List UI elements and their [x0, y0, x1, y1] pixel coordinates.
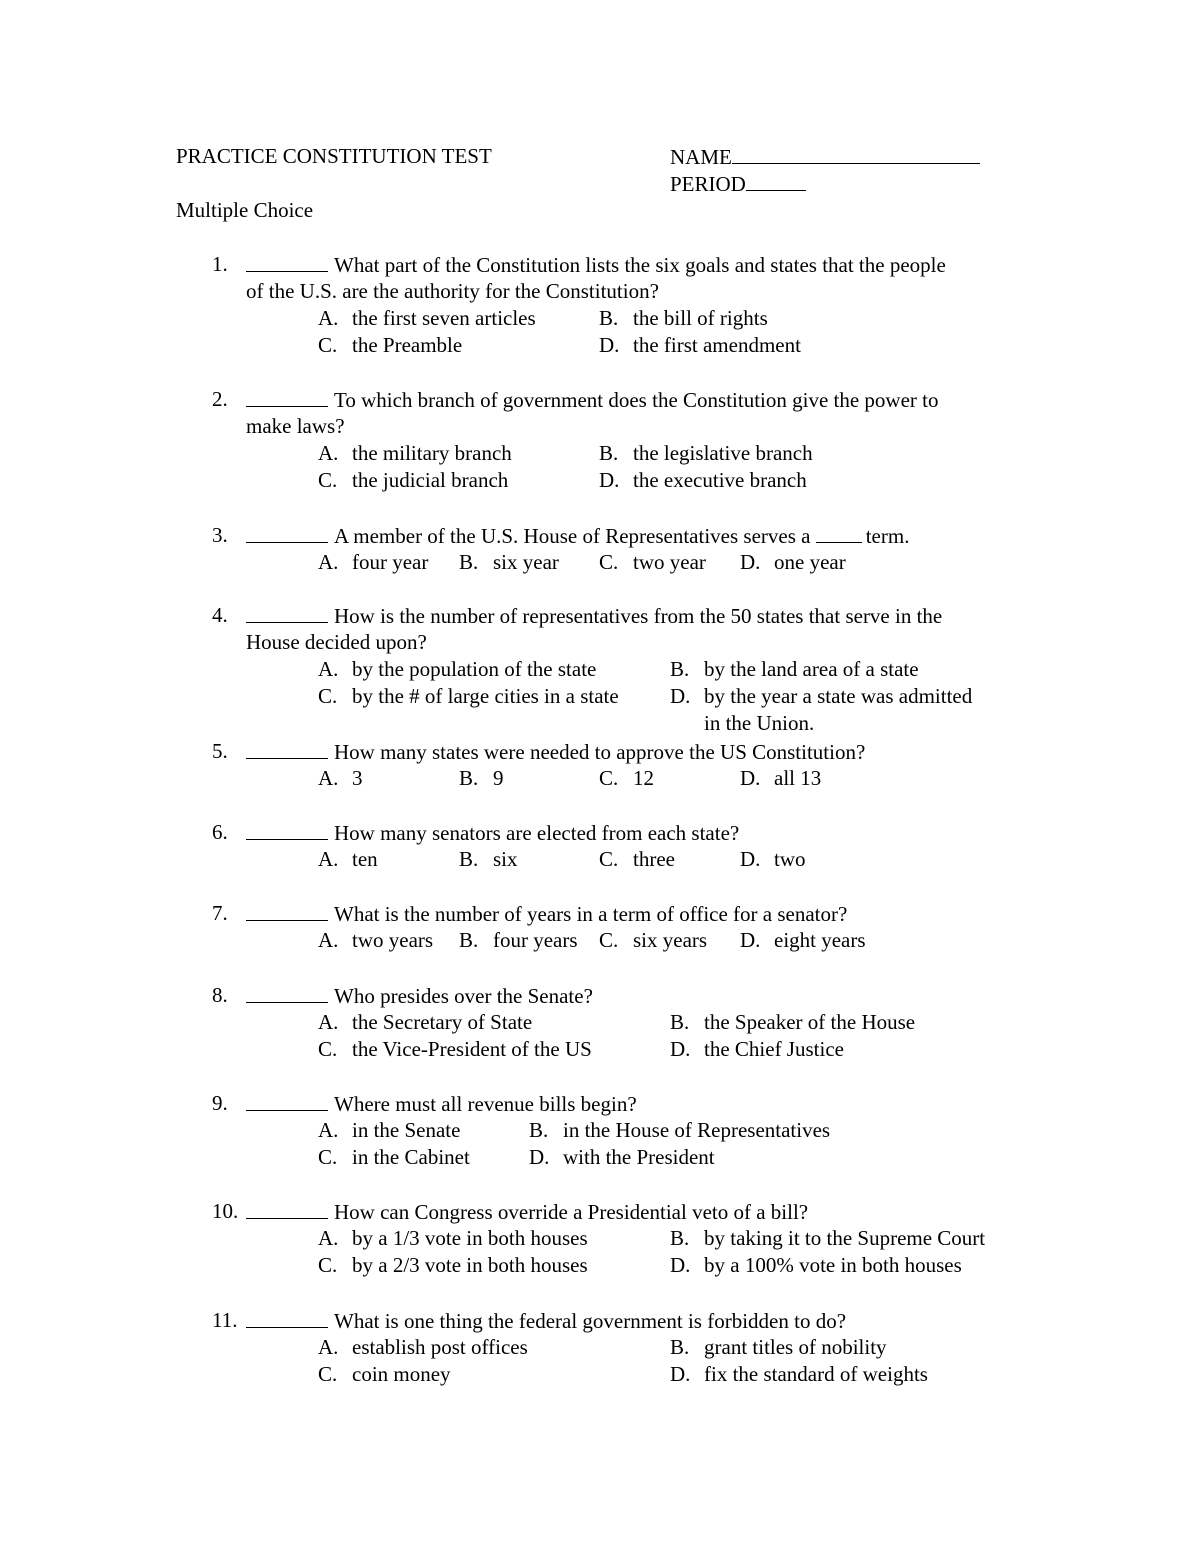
- option-a: A. 3: [318, 766, 363, 790]
- option-d: D. with the President: [529, 1145, 715, 1169]
- option-b: B. in the House of Representatives: [529, 1118, 831, 1142]
- answer-blank[interactable]: [246, 386, 328, 407]
- option-b: B. the legislative branch: [599, 441, 813, 465]
- period-field[interactable]: [670, 170, 806, 198]
- answer-blank[interactable]: [246, 900, 328, 921]
- question-text-cont: make laws?: [246, 414, 345, 438]
- option-b: B. the Speaker of the House: [670, 1010, 916, 1034]
- question-text: How many senators are elected from each state?: [334, 821, 740, 845]
- question-text: Where must all revenue bills begin?: [334, 1092, 637, 1116]
- question-text: What is the number of years in a term of office for a senator?: [334, 902, 848, 926]
- option-c: C. in the Cabinet: [318, 1145, 470, 1169]
- term-blank[interactable]: [816, 522, 862, 543]
- option-d: D. one year: [740, 550, 846, 574]
- question-number: 4.: [212, 603, 228, 627]
- question-text-end: term.: [865, 524, 910, 548]
- question-text-cont: House decided upon?: [246, 630, 427, 654]
- option-c: C. 12: [599, 766, 654, 790]
- period-blank[interactable]: [746, 170, 806, 191]
- option-c: C. the judicial branch: [318, 468, 509, 492]
- option-c: C. the Preamble: [318, 333, 463, 357]
- option-a: A. the Secretary of State: [318, 1010, 533, 1034]
- question-number: 8.: [212, 983, 228, 1007]
- option-d: D. the executive branch: [599, 468, 807, 492]
- option-b: B. the bill of rights: [599, 306, 768, 330]
- period-label: PERIOD: [670, 172, 746, 196]
- question-text: Who presides over the Senate?: [334, 984, 593, 1008]
- question-number: 9.: [212, 1091, 228, 1115]
- option-d: D. two: [740, 847, 806, 871]
- question-number: 1.: [212, 252, 228, 276]
- option-a: A. in the Senate: [318, 1118, 461, 1142]
- name-label: NAME: [670, 145, 732, 169]
- option-b: B. by taking it to the Supreme Court: [670, 1226, 986, 1250]
- question-number: 3.: [212, 523, 228, 547]
- option-d: D. the Chief Justice: [670, 1037, 844, 1061]
- option-c: C. three: [599, 847, 675, 871]
- question-text: How is the number of representatives from the 50 states that serve in the: [334, 604, 943, 628]
- question-text: A member of the U.S. House of Representatives serves a: [334, 524, 811, 548]
- option-b: B. 9: [459, 766, 504, 790]
- question-number: 11.: [212, 1308, 238, 1332]
- option-c: C. by the # of large cities in a state: [318, 684, 619, 708]
- answer-blank[interactable]: [246, 738, 328, 759]
- question-text-cont: of the U.S. are the authority for the Constitution?: [246, 279, 659, 303]
- option-c: C. the Vice-President of the US: [318, 1037, 592, 1061]
- answer-blank[interactable]: [246, 982, 328, 1003]
- name-blank[interactable]: [732, 143, 980, 164]
- answer-blank[interactable]: [246, 251, 328, 272]
- option-d: D. all 13: [740, 766, 822, 790]
- question-text: How can Congress override a Presidential veto of a bill?: [334, 1200, 809, 1224]
- question-text: To which branch of government does the Constitution give the power to: [334, 388, 939, 412]
- question-number: 7.: [212, 901, 228, 925]
- question-number: 10.: [212, 1199, 239, 1223]
- option-a: A. establish post offices: [318, 1335, 528, 1359]
- answer-blank[interactable]: [246, 819, 328, 840]
- answer-blank[interactable]: [246, 522, 328, 543]
- option-c: C. by a 2/3 vote in both houses: [318, 1253, 588, 1277]
- answer-blank[interactable]: [246, 602, 328, 623]
- section-heading: Multiple Choice: [176, 198, 314, 222]
- question-number: 6.: [212, 820, 228, 844]
- option-d: D. the first amendment: [599, 333, 801, 357]
- question-number: 2.: [212, 387, 228, 411]
- question-text: What is one thing the federal government is forbidden to do?: [334, 1309, 847, 1333]
- option-a: A. by the population of the state: [318, 657, 597, 681]
- option-a: A. four year: [318, 550, 429, 574]
- option-c: C. two year: [599, 550, 706, 574]
- option-c: C. six years: [599, 928, 708, 952]
- question-text: What part of the Constitution lists the six goals and states that the people: [334, 253, 946, 277]
- question-text: How many states were needed to approve the US Constitution?: [334, 740, 866, 764]
- option-b: B. six year: [459, 550, 559, 574]
- question-number: 5.: [212, 739, 228, 763]
- option-a: A. the first seven articles: [318, 306, 536, 330]
- option-a: A. by a 1/3 vote in both houses: [318, 1226, 588, 1250]
- option-d: D. by a 100% vote in both houses: [670, 1253, 962, 1277]
- option-c: C. coin money: [318, 1362, 451, 1386]
- answer-blank[interactable]: [246, 1307, 328, 1328]
- name-field[interactable]: [670, 143, 980, 171]
- option-d-cont: in the Union.: [704, 711, 815, 735]
- option-a: A. ten: [318, 847, 378, 871]
- option-b: B. grant titles of nobility: [670, 1335, 887, 1359]
- option-d: D. fix the standard of weights: [670, 1362, 928, 1386]
- option-b: B. four years: [459, 928, 578, 952]
- option-b: B. by the land area of a state: [670, 657, 919, 681]
- answer-blank[interactable]: [246, 1198, 328, 1219]
- option-a: A. the military branch: [318, 441, 512, 465]
- answer-blank[interactable]: [246, 1090, 328, 1111]
- test-title: PRACTICE CONSTITUTION TEST: [176, 144, 492, 168]
- option-d: D. by the year a state was admitted: [670, 684, 973, 708]
- option-a: A. two years: [318, 928, 434, 952]
- option-b: B. six: [459, 847, 518, 871]
- option-d: D. eight years: [740, 928, 866, 952]
